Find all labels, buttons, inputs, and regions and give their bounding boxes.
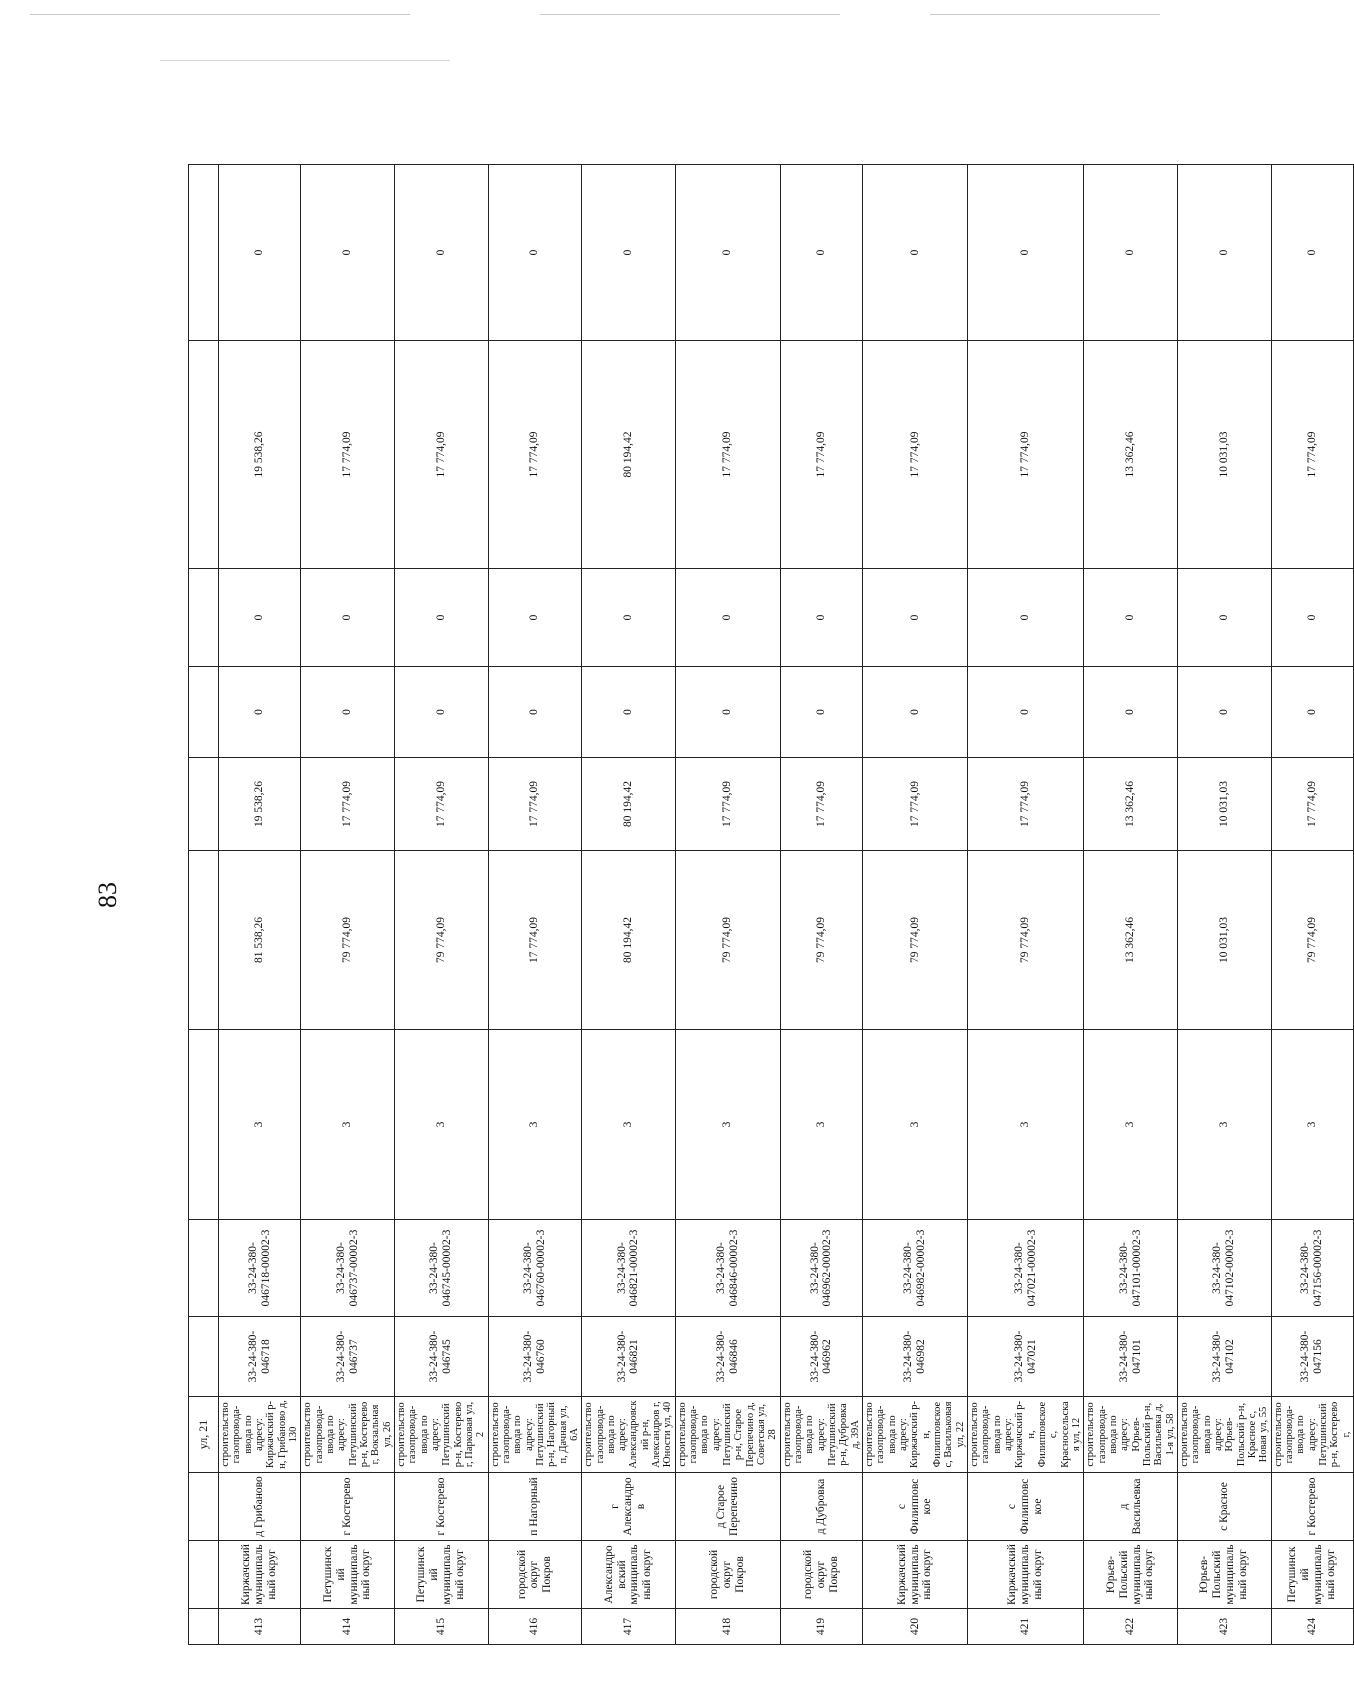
cell-amount-4: 17 774,09 [675,341,780,569]
cell-amount-1: 17 774,09 [968,758,1084,851]
cell-category: 3 [780,1030,862,1220]
cell-amount-3: 0 [488,569,582,667]
cell-amount-4: 10 031,03 [1177,341,1271,569]
cell-category: 3 [488,1030,582,1220]
table-cell [189,1030,219,1220]
cell-amount-1: 80 194,42 [582,758,676,851]
cell-amount-5: 0 [394,165,488,341]
cell-amount-4: 17 774,09 [488,341,582,569]
cell-amount-3: 0 [968,569,1084,667]
cell-total-cost: 79 774,09 [301,851,395,1030]
cell-district: городской округ Покров [780,1541,862,1609]
table-cell [189,1609,219,1645]
cell-locality: с Красное [1177,1473,1271,1541]
cell-district: Юрьев-Польский муниципальный округ [1084,1541,1178,1609]
cell-locality: п Нагорный [488,1473,582,1541]
cell-amount-5: 0 [780,165,862,341]
cell-category: 3 [1271,1030,1353,1220]
cell-district: Петушинский муниципальный округ [1271,1541,1353,1609]
cell-amount-2: 0 [301,667,395,758]
cell-total-cost: 79 774,09 [968,851,1084,1030]
table-row [582,165,676,1645]
cell-amount-2: 0 [780,667,862,758]
scan-noise-line [930,14,1160,15]
cell-category: 3 [1177,1030,1271,1220]
cell-amount-4: 19 538,26 [219,341,301,569]
cell-amount-1: 17 774,09 [780,758,862,851]
cell-row-number: 422 [1084,1609,1178,1645]
cell-amount-2: 0 [219,667,301,758]
cell-work-description: строительство газопровода-ввода по адресу: Киржачский р-н, Филипповское с, Васильковая ул, 22 [863,1397,968,1473]
cell-amount-5: 0 [863,165,968,341]
cell-cadastral-number: 33-24-380-046962 [780,1317,862,1397]
cell-amount-2: 0 [1177,667,1271,758]
cell-cadastral-number: 33-24-380-047102 [1177,1317,1271,1397]
cell-amount-1: 17 774,09 [675,758,780,851]
cell-district: Александровский муниципальный округ [582,1541,676,1609]
cell-category: 3 [968,1030,1084,1220]
cell-total-cost: 81 538,26 [219,851,301,1030]
cell-locality: г Костерево [1271,1473,1353,1541]
cell-amount-1: 19 538,26 [219,758,301,851]
cell-work-description: строительство газопровода-ввода по адресу: Петушинский р-н, Нагорный п, Дачная ул, 6А [488,1397,582,1473]
cell-category: 3 [1084,1030,1178,1220]
cell-amount-4: 17 774,09 [863,341,968,569]
cell-district: городской округ Покров [675,1541,780,1609]
cell-amount-1: 17 774,09 [394,758,488,851]
table-cell [189,1473,219,1541]
cell-locality: д Дубровка [780,1473,862,1541]
cell-amount-5: 0 [301,165,395,341]
cell-amount-4: 17 774,09 [301,341,395,569]
cell-amount-5: 0 [582,165,676,341]
cell-district: Юрьев-Польский муниципальный округ [1177,1541,1271,1609]
cell-category: 3 [582,1030,676,1220]
cell-amount-5: 0 [675,165,780,341]
cell-category: 3 [219,1030,301,1220]
table-row [1177,165,1271,1645]
cell-work-description: строительство газопровода-ввода по адресу: Петушинский р-н, Костерево г, Парковая ул, 2 [394,1397,488,1473]
cell-amount-4: 17 774,09 [968,341,1084,569]
cell-total-cost: 13 362,46 [1084,851,1178,1030]
cell-amount-3: 0 [675,569,780,667]
gas-pipeline-table [188,164,1354,1645]
cell-amount-4: 17 774,09 [1271,341,1353,569]
table-cell [189,1317,219,1397]
cell-district: Киржачский муниципальный округ [968,1541,1084,1609]
cell-cadastral-number: 33-24-380-046718 [219,1317,301,1397]
cell-object-code: 33-24-380-047156-00002-3 [1271,1220,1353,1317]
cell-work-description: строительство газопровода-ввода по адресу: Киржачский р-н, Грибаново д, 130 [219,1397,301,1473]
cell-work-description: строительство газопровода-ввода по адресу: Юрьев-Польский р-н, Красное с, Новая ул, 55 [1177,1397,1271,1473]
cell-object-code: 33-24-380-046982-00002-3 [863,1220,968,1317]
cell-row-number: 413 [219,1609,301,1645]
cell-total-cost: 79 774,09 [675,851,780,1030]
table-row [488,165,582,1645]
cell-amount-2: 0 [488,667,582,758]
page-number: 83 [93,882,122,908]
cell-amount-2: 0 [863,667,968,758]
cell-cadastral-number: 33-24-380-046982 [863,1317,968,1397]
cell-object-code: 33-24-380-047101-00002-3 [1084,1220,1178,1317]
cell-row-number: 419 [780,1609,862,1645]
cell-amount-4: 80 194,42 [582,341,676,569]
cell-object-code: 33-24-380-046737-00002-3 [301,1220,395,1317]
cell-amount-5: 0 [968,165,1084,341]
cell-cadastral-number: 33-24-380-046745 [394,1317,488,1397]
table-cell [189,667,219,758]
cell-cadastral-number: 33-24-380-047101 [1084,1317,1178,1397]
scan-noise-line [540,14,840,15]
cell-district: Киржачский муниципальный округ [219,1541,301,1609]
table-row [863,165,968,1645]
cell-amount-4: 17 774,09 [394,341,488,569]
cell-amount-3: 0 [1084,569,1178,667]
table-cell [189,341,219,569]
table-cell: ул, 21 [189,1397,219,1473]
cell-row-number: 424 [1271,1609,1353,1645]
scan-noise-line [30,14,410,15]
cell-amount-1: 13 362,46 [1084,758,1178,851]
cell-amount-2: 0 [394,667,488,758]
cell-category: 3 [863,1030,968,1220]
cell-amount-4: 13 362,46 [1084,341,1178,569]
cell-object-code: 33-24-380-046846-00002-3 [675,1220,780,1317]
cell-locality: г Костерево [394,1473,488,1541]
cell-work-description: строительство газопровода-ввода по адресу: Юрьев-Польский р-н, Васильевка д, 1-я ул, 58 [1084,1397,1178,1473]
cell-locality: г Александров [582,1473,676,1541]
cell-total-cost: 80 194,42 [582,851,676,1030]
table-row [780,165,862,1645]
cell-cadastral-number: 33-24-380-046821 [582,1317,676,1397]
cell-row-number: 415 [394,1609,488,1645]
cell-cadastral-number: 33-24-380-046760 [488,1317,582,1397]
table-row-continuation [189,165,219,1645]
cell-amount-1: 17 774,09 [301,758,395,851]
cell-locality: с Филипповское [968,1473,1084,1541]
cell-amount-5: 0 [1177,165,1271,341]
cell-amount-2: 0 [968,667,1084,758]
cell-amount-2: 0 [582,667,676,758]
cell-row-number: 418 [675,1609,780,1645]
cell-district: городской округ Покров [488,1541,582,1609]
cell-object-code: 33-24-380-047021-00002-3 [968,1220,1084,1317]
cell-amount-1: 10 031,03 [1177,758,1271,851]
cell-row-number: 420 [863,1609,968,1645]
cell-work-description: строительство газопровода-ввода по адресу: Киржачский р-н, Филипповское с, Красносельская ул, 12 [968,1397,1084,1473]
cell-work-description: строительство газопровода-ввода по адресу: Петушинский р-н, Костерево г, [1271,1397,1353,1473]
cell-amount-3: 0 [219,569,301,667]
cell-object-code: 33-24-380-046745-00002-3 [394,1220,488,1317]
cell-total-cost: 79 774,09 [780,851,862,1030]
cell-cadastral-number: 33-24-380-047021 [968,1317,1084,1397]
cell-amount-3: 0 [394,569,488,667]
cell-district: Петушинский муниципальный округ [394,1541,488,1609]
cell-row-number: 416 [488,1609,582,1645]
scan-noise-line [160,60,450,61]
cell-amount-5: 0 [1084,165,1178,341]
cell-amount-3: 0 [582,569,676,667]
cell-object-code: 33-24-380-046962-00002-3 [780,1220,862,1317]
cell-amount-1: 17 774,09 [488,758,582,851]
cell-amount-3: 0 [301,569,395,667]
cell-amount-5: 0 [488,165,582,341]
cell-amount-2: 0 [675,667,780,758]
cell-row-number: 423 [1177,1609,1271,1645]
cell-total-cost: 17 774,09 [488,851,582,1030]
cell-amount-3: 0 [863,569,968,667]
rotated-table-container [188,165,1352,1645]
cell-object-code: 33-24-380-046760-00002-3 [488,1220,582,1317]
table-cell [189,851,219,1030]
table-row [219,165,301,1645]
cell-cadastral-number: 33-24-380-046737 [301,1317,395,1397]
cell-total-cost: 10 031,03 [1177,851,1271,1030]
cell-amount-1: 17 774,09 [863,758,968,851]
cell-row-number: 414 [301,1609,395,1645]
table-row [675,165,780,1645]
cell-work-description: строительство газопровода-ввода по адресу: Александровский р-н, Александров г, Юности ул, 40 [582,1397,676,1473]
cell-object-code: 33-24-380-046821-00002-3 [582,1220,676,1317]
cell-amount-2: 0 [1271,667,1353,758]
cell-category: 3 [301,1030,395,1220]
cell-amount-1: 17 774,09 [1271,758,1353,851]
table-cell [189,1541,219,1609]
cell-row-number: 417 [582,1609,676,1645]
cell-amount-5: 0 [219,165,301,341]
cell-category: 3 [675,1030,780,1220]
cell-total-cost: 79 774,09 [394,851,488,1030]
cell-total-cost: 79 774,09 [1271,851,1353,1030]
cell-amount-3: 0 [1177,569,1271,667]
table-cell [189,1220,219,1317]
table-row [968,165,1084,1645]
table-cell [189,758,219,851]
cell-locality: д Васильевка [1084,1473,1178,1541]
cell-object-code: 33-24-380-047102-00002-3 [1177,1220,1271,1317]
cell-amount-3: 0 [780,569,862,667]
table-row [1084,165,1178,1645]
cell-work-description: строительство газопровода-ввода по адресу: Петушинский р-н, Старое Перепечино д, Советская ул, 28 [675,1397,780,1473]
cell-cadastral-number: 33-24-380-046846 [675,1317,780,1397]
cell-row-number: 421 [968,1609,1084,1645]
cell-locality: д Старое Перепечино [675,1473,780,1541]
cell-work-description: строительство газопровода-ввода по адресу: Петушинский р-н, Костерево г, Вокзальная ул, 26 [301,1397,395,1473]
cell-district: Киржачский муниципальный округ [863,1541,968,1609]
cell-locality: д Грибаново [219,1473,301,1541]
cell-amount-3: 0 [1271,569,1353,667]
table-cell [189,165,219,341]
cell-locality: с Филипповское [863,1473,968,1541]
cell-locality: г Костерево [301,1473,395,1541]
table-cell [189,569,219,667]
table-row [1271,165,1353,1645]
table-row [301,165,395,1645]
cell-work-description: строительство газопровода-ввода по адресу: Петушинский р-н, Дубровка д, 39А [780,1397,862,1473]
cell-object-code: 33-24-380-046718-00002-3 [219,1220,301,1317]
cell-total-cost: 79 774,09 [863,851,968,1030]
cell-category: 3 [394,1030,488,1220]
table-row [394,165,488,1645]
cell-amount-2: 0 [1084,667,1178,758]
cell-amount-4: 17 774,09 [780,341,862,569]
cell-amount-5: 0 [1271,165,1353,341]
cell-district: Петушинский муниципальный округ [301,1541,395,1609]
cell-cadastral-number: 33-24-380-047156 [1271,1317,1353,1397]
